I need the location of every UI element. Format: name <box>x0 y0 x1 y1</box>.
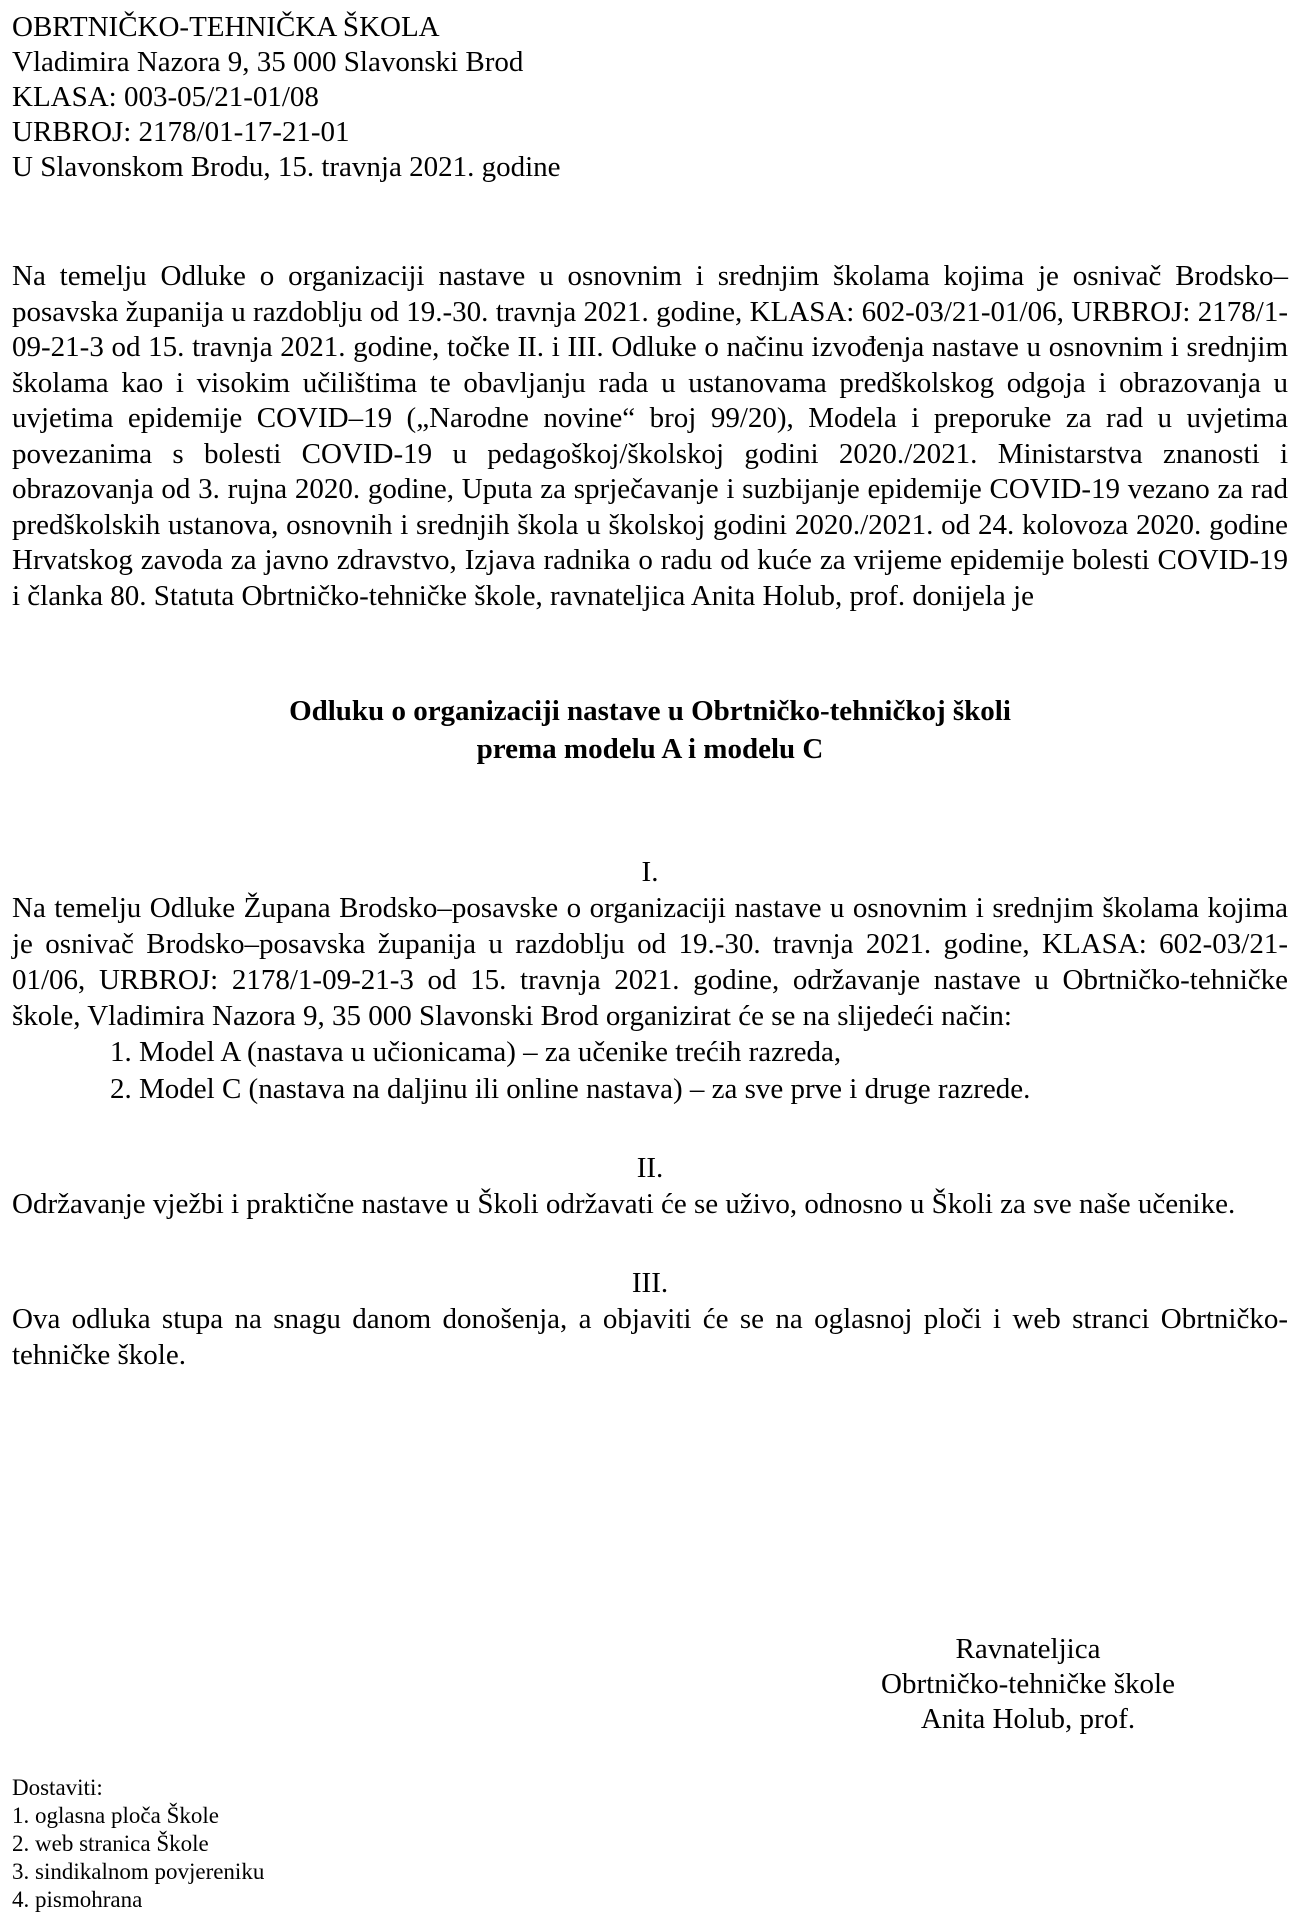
section-2 <box>12 1150 1288 1222</box>
list-item: 1. oglasna ploča Škole <box>12 1803 219 1828</box>
document-page <box>12 10 1288 1373</box>
school-name: OBRTNIČKO-TEHNIČKA ŠKOLA <box>12 11 440 43</box>
section-number: II. <box>636 1152 664 1184</box>
decision-title-line-1: Odluku o organizaciji nastave u Obrtničko-tehničkoj školi <box>289 695 1011 727</box>
signature-role: Ravnateljica <box>955 1633 1101 1665</box>
section-text: Održavanje vježbi i praktične nastave u Školi održavati će se uživo, odnosno u Školi za sve naše učenike. <box>12 1188 1236 1220</box>
list-item: 2. web stranica Škole <box>12 1831 209 1856</box>
section-text: Na temelju Odluke Župana Brodsko–posavske o organizaciji nastave u osnovnim i srednjim školama kojima je osnivač Brodsko–posavska županija u razdoblju od 19.-30. travnja 2021. godine, KLASA: 602-03/21-01/06, URBROJ: 2178/1-09-21-3 od 15. travnja 2021. godine, održavanje nastave u Obrtničko-tehničke škole, Vladimira Nazora 9, 35 000 Slavonski Brod organizirat će se na slijedeći način: <box>12 892 1288 1032</box>
decision-title <box>12 692 1288 768</box>
section-number: III. <box>631 1267 669 1299</box>
list-item: 3. sindikalnom povjereniku <box>12 1859 265 1884</box>
section-number: I. <box>641 856 659 888</box>
list-item: 1. Model A (nastava u učionicama) – za učenike trećih razreda, <box>110 1036 842 1068</box>
signature-school: Obrtničko-tehničke škole <box>881 1668 1175 1700</box>
school-address: Vladimira Nazora 9, 35 000 Slavonski Brod <box>12 46 524 78</box>
signature-block <box>828 1632 1228 1737</box>
decision-title-line-2: prema modelu A i modelu C <box>476 733 824 765</box>
document-header <box>12 10 1288 185</box>
section-1 <box>12 854 1288 1108</box>
delivery-list <box>12 1774 264 1914</box>
list-item: 4. pismohrana <box>12 1887 143 1912</box>
klasa-line: KLASA: 003-05/21-01/08 <box>12 81 319 113</box>
model-list <box>12 1034 1288 1108</box>
urbroj-line: URBROJ: 2178/01-17-21-01 <box>12 116 350 148</box>
list-item: 2. Model C (nastava na daljinu ili online nastava) – za sve prve i druge razrede. <box>110 1073 1031 1105</box>
delivery-heading: Dostaviti: <box>12 1775 103 1800</box>
section-text: Ova odluka stupa na snagu danom donošenja, a objaviti će se na oglasnoj ploči i web stranci Obrtničko-tehničke škole. <box>12 1303 1288 1371</box>
section-3 <box>12 1265 1288 1373</box>
place-date-line: U Slavonskom Brodu, 15. travnja 2021. godine <box>12 151 561 183</box>
intro-paragraph: Na temelju Odluke o organizaciji nastave u osnovnim i srednjim školama kojima je osnivač Brodsko–posavska županija u razdoblju od 19.-30. travnja 2021. godine, KLASA: 602-03/21-01/06, URBROJ: 2178/1-09-21-3 od 15. travnja 2021. godine, točke II. i III. Odluke o načinu izvođenja nastave u osnovnim i srednjim školama kao i visokim učilištima te obavljanju rada u ustanovama predškolskog odgoja i obrazovanja u uvjetima epidemije COVID–19 („Narodne novine“ broj 99/20), Modela i preporuke za rad u uvjetima povezanima s bolesti COVID-19 u pedagoškoj/školskoj godini 2020./2021. Ministarstva znanosti i obrazovanja od 3. rujna 2020. godine, Uputa za sprječavanje i suzbijanje epidemije COVID-19 vezano za rad predškolskih ustanova, osnovnih i srednjih škola u školskoj godini 2020./2021. od 24. kolovoza 2020. godine Hrvatskog zavoda za javno zdravstvo, Izjava radnika o radu od kuće za vrijeme epidemije bolesti COVID-19 i članka 80. Statuta Obrtničko-tehničke škole, ravnateljica Anita Holub, prof. donijela je <box>12 260 1288 612</box>
signature-name: Anita Holub, prof. <box>920 1703 1136 1735</box>
